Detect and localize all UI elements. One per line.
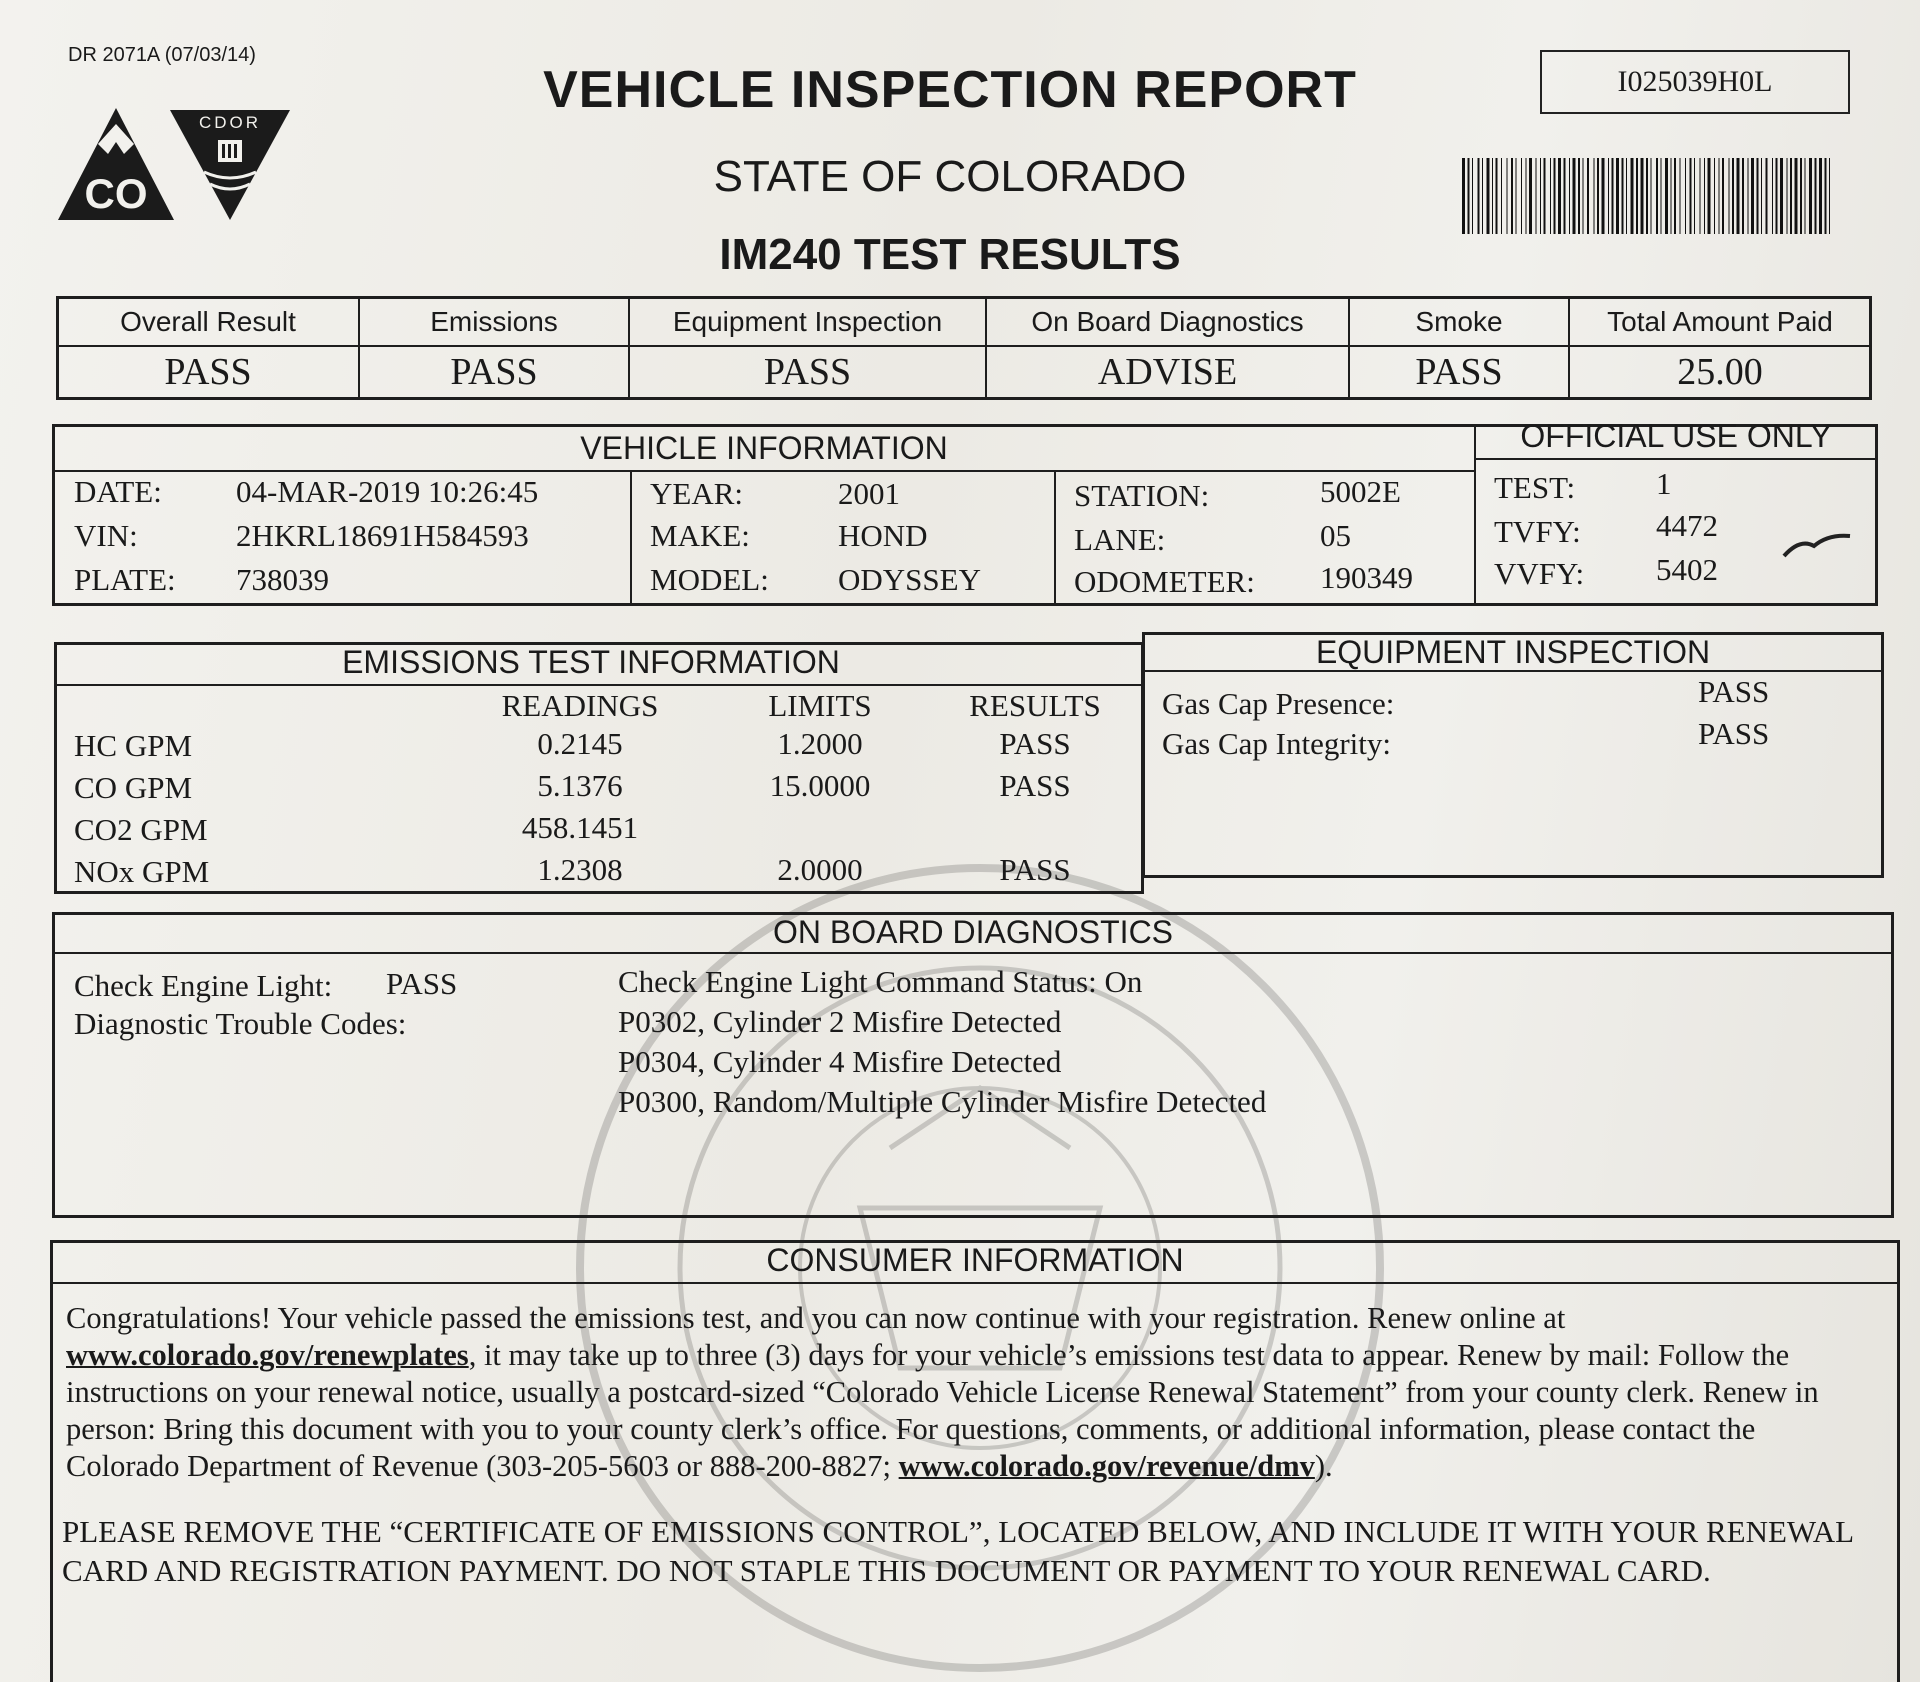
check-engine-light-value: PASS [386, 966, 458, 1001]
check-engine-light-label: Check Engine Light: [74, 968, 333, 1003]
dtc-label: Diagnostic Trouble Codes: [74, 1006, 407, 1041]
barcode-bar [1492, 158, 1493, 234]
barcode-bar [1578, 158, 1580, 234]
barcode-bar [1529, 158, 1532, 234]
barcode-bar [1722, 158, 1724, 234]
test-label: TEST: [1494, 470, 1576, 505]
barcode-bar [1825, 158, 1827, 234]
barcode-bar [1805, 158, 1806, 234]
barcode-bar [1742, 158, 1744, 234]
dtc-code-3: P0300, Random/Multiple Cylinder Misfire Detected [618, 1084, 1267, 1119]
barcode-bar [1550, 158, 1551, 234]
gas-cap-integrity-value: PASS [1698, 716, 1770, 751]
barcode-bar [1815, 158, 1817, 234]
barcode-bar [1478, 158, 1480, 234]
barcode-bar [1680, 158, 1681, 234]
barcode-bar [1661, 158, 1662, 234]
co-gpm-label: CO GPM [74, 770, 193, 805]
barcode-bar [1501, 158, 1502, 234]
barcode-bar [1487, 158, 1490, 234]
barcode-bar [1587, 158, 1589, 234]
barcode-bar [1631, 158, 1634, 234]
equipment-inspection-value: PASS [763, 351, 852, 393]
barcode-bar [1732, 158, 1734, 234]
barcode-bar [1507, 158, 1508, 234]
svg-text:CDOR: CDOR [198, 113, 262, 132]
state-name: STATE OF COLORADO [713, 152, 1187, 201]
overall-result-header: Overall Result [120, 306, 296, 337]
lane-value: 05 [1320, 518, 1351, 553]
tvfy-label: TVFY: [1494, 514, 1581, 549]
barcode-bar [1787, 158, 1788, 234]
barcode-bar [1761, 158, 1762, 234]
co2-gpm-label: CO2 GPM [74, 812, 208, 847]
date-value: 04-MAR-2019 10:26:45 [236, 474, 539, 509]
document-id-box [1540, 50, 1850, 114]
barcode-bar [1602, 158, 1605, 234]
form-number: DR 2071A (07/03/14) [68, 44, 256, 66]
obd-title: ON BOARD DIAGNOSTICS [772, 914, 1174, 950]
vin-label: VIN: [74, 518, 138, 553]
emissions-value: PASS [450, 351, 538, 393]
limits-header: LIMITS [768, 688, 872, 723]
barcode-bar [1573, 158, 1576, 234]
nox-gpm-result: PASS [999, 852, 1071, 887]
results-header: RESULTS [969, 688, 1101, 723]
barcode-bar [1772, 158, 1773, 234]
obd-value: ADVISE [1097, 351, 1238, 393]
co2-gpm-reading: 458.1451 [521, 810, 639, 845]
barcode-bar [1536, 158, 1537, 234]
barcode-bar [1674, 158, 1676, 234]
document-id: I025039H0L [1617, 65, 1773, 98]
barcode-bar [1468, 158, 1470, 234]
barcode-bar [1829, 158, 1830, 234]
gas-cap-integrity-label: Gas Cap Integrity: [1162, 726, 1392, 761]
barcode-bar [1751, 158, 1754, 234]
barcode-bar [1685, 158, 1686, 234]
model-value: ODYSSEY [838, 562, 981, 597]
co-gpm-result: PASS [999, 768, 1071, 803]
barcode-bar [1656, 158, 1658, 234]
hc-gpm-result: PASS [999, 726, 1071, 761]
make-label: MAKE: [650, 518, 750, 553]
smoke-value: PASS [1415, 351, 1503, 393]
co-gpm-limit: 15.0000 [769, 768, 871, 803]
barcode-bar [1780, 158, 1783, 234]
barcode-bar [1558, 158, 1561, 234]
year-label: YEAR: [650, 476, 743, 511]
nox-gpm-label: NOx GPM [74, 854, 210, 889]
ink-scribble-mark [1780, 528, 1854, 562]
odometer-value: 190349 [1320, 560, 1413, 595]
barcode-bar [1719, 158, 1720, 234]
equipment-title: EQUIPMENT INSPECTION [1315, 634, 1711, 670]
gas-cap-presence-label: Gas Cap Presence: [1162, 686, 1395, 721]
dtc-code-2: P0304, Cylinder 4 Misfire Detected [618, 1044, 1062, 1079]
total-paid-value: 25.00 [1677, 351, 1763, 393]
official-use-title: OFFICIAL USE ONLY [1520, 418, 1832, 454]
nox-gpm-limit: 2.0000 [777, 852, 863, 887]
renewplates-link[interactable]: www.colorado.gov/renewplates [66, 1338, 469, 1372]
emissions-header: Emissions [430, 306, 558, 337]
smoke-header: Smoke [1415, 306, 1503, 337]
dtc-code-1: P0302, Cylinder 2 Misfire Detected [618, 1004, 1062, 1039]
barcode-bar [1626, 158, 1627, 234]
barcode-bar [1521, 158, 1522, 234]
barcode-bar [1714, 158, 1715, 234]
svg-text:CO: CO [84, 170, 148, 217]
readings-header: READINGS [501, 688, 659, 723]
barcode-bar [1594, 158, 1595, 234]
barcode-bar [1641, 158, 1644, 234]
barcode-bar [1496, 158, 1498, 234]
odometer-label: ODOMETER: [1074, 564, 1255, 599]
barcode-bar [1516, 158, 1517, 234]
barcode-bar [1766, 158, 1768, 234]
date-label: DATE: [74, 474, 162, 509]
revenue-dmv-link[interactable]: www.colorado.gov/revenue/dmv [898, 1449, 1315, 1483]
barcode-bar [1776, 158, 1778, 234]
barcode-bar [1671, 158, 1672, 234]
barcode-bar [1622, 158, 1624, 234]
consumer-text-body: , it may take up to three (3) days for your vehicle’s emissions test data to appear. Renew by mail: Follow the instructions on your renewal notice, usually a postcard-sized “Colorado Vehicle License Renewal Statement” from your county clerk. Renew in person: Bring this document with you to your county clerk’s office. For questions, comments, or additional information, please contact the Colorado Department of Revenue (303-205-5603 or 888-200-8827; [66, 1338, 1819, 1483]
barcode-bar [1462, 158, 1465, 234]
barcode [1462, 158, 1834, 234]
equipment-inspection-header: Equipment Inspection [672, 306, 943, 337]
overall-result-value: PASS [164, 351, 252, 393]
barcode-bar [1819, 158, 1822, 234]
year-value: 2001 [838, 476, 900, 511]
plate-label: PLATE: [74, 562, 176, 597]
barcode-bar [1472, 158, 1473, 234]
barcode-bar [1790, 158, 1792, 234]
plate-value: 738039 [236, 562, 329, 597]
barcode-bar [1651, 158, 1652, 234]
colorado-cdor-logo [58, 104, 290, 222]
obd-header: On Board Diagnostics [1031, 306, 1304, 337]
barcode-bar [1482, 158, 1483, 234]
barcode-bar [1708, 158, 1711, 234]
barcode-bar [1729, 158, 1730, 234]
barcode-bar [1757, 158, 1759, 234]
nox-gpm-reading: 1.2308 [537, 852, 623, 887]
barcode-bar [1690, 158, 1692, 234]
make-value: HOND [838, 518, 928, 553]
consumer-paragraph [66, 1300, 1866, 1485]
barcode-bar [1569, 158, 1570, 234]
vvfy-value: 5402 [1656, 552, 1718, 587]
barcode-bar [1748, 158, 1749, 234]
co-gpm-reading: 5.1376 [537, 768, 623, 803]
barcode-bar [1700, 158, 1701, 234]
barcode-bar [1809, 158, 1812, 234]
hc-gpm-label: HC GPM [74, 728, 193, 763]
cel-command-status: Check Engine Light Command Status: On [618, 964, 1143, 999]
barcode-bar [1612, 158, 1614, 234]
barcode-bar [1646, 158, 1648, 234]
vin-value: 2HKRL18691H584593 [236, 518, 529, 553]
barcode-bar [1737, 158, 1740, 234]
report-title: VEHICLE INSPECTION REPORT [543, 61, 1357, 119]
hc-gpm-limit: 1.2000 [777, 726, 863, 761]
model-label: MODEL: [650, 562, 769, 597]
barcode-bar [1665, 158, 1668, 234]
barcode-bar [1704, 158, 1705, 234]
barcode-bar [1616, 158, 1619, 234]
barcode-bar [1511, 158, 1513, 234]
vehicle-information-title: VEHICLE INFORMATION [580, 430, 948, 466]
consumer-text-end: ). [1314, 1449, 1333, 1483]
barcode-bar [1800, 158, 1802, 234]
barcode-bar [1544, 158, 1546, 234]
barcode-bar [1526, 158, 1527, 234]
barcode-bar [1540, 158, 1541, 234]
barcode-bar [1583, 158, 1584, 234]
tvfy-value: 4472 [1656, 508, 1718, 543]
certificate-notice: PLEASE REMOVE THE “CERTIFICATE OF EMISSIONS CONTROL”, LOCATED BELOW, AND INCLUDE IT WITH YOUR RENEWAL CARD AND REGISTRATION PAYMENT. DO NOT STAPLE THIS DOCUMENT OR PAYMENT TO YOUR RENEWAL CARD. [62, 1514, 1853, 1588]
barcode-bar [1795, 158, 1798, 234]
lane-label: LANE: [1074, 522, 1166, 557]
vvfy-label: VVFY: [1494, 556, 1585, 591]
barcode-bar [1564, 158, 1566, 234]
station-label: STATION: [1074, 478, 1210, 513]
test-value: 1 [1656, 466, 1672, 501]
barcode-bar [1636, 158, 1638, 234]
barcode-bar [1694, 158, 1695, 234]
barcode-bar [1597, 158, 1599, 234]
gas-cap-presence-value: PASS [1698, 674, 1770, 709]
total-paid-header: Total Amount Paid [1607, 306, 1833, 337]
emissions-title: EMISSIONS TEST INFORMATION [342, 644, 840, 680]
hc-gpm-reading: 0.2145 [537, 726, 623, 761]
consumer-text-intro: Congratulations! Your vehicle passed the emissions test, and you can now continue with your registration. Renew online at [66, 1301, 1566, 1335]
consumer-title: CONSUMER INFORMATION [766, 1242, 1184, 1278]
station-value: 5002E [1320, 474, 1401, 509]
barcode-bar [1554, 158, 1556, 234]
test-type-title: IM240 TEST RESULTS [719, 230, 1181, 279]
barcode-bar [1608, 158, 1609, 234]
